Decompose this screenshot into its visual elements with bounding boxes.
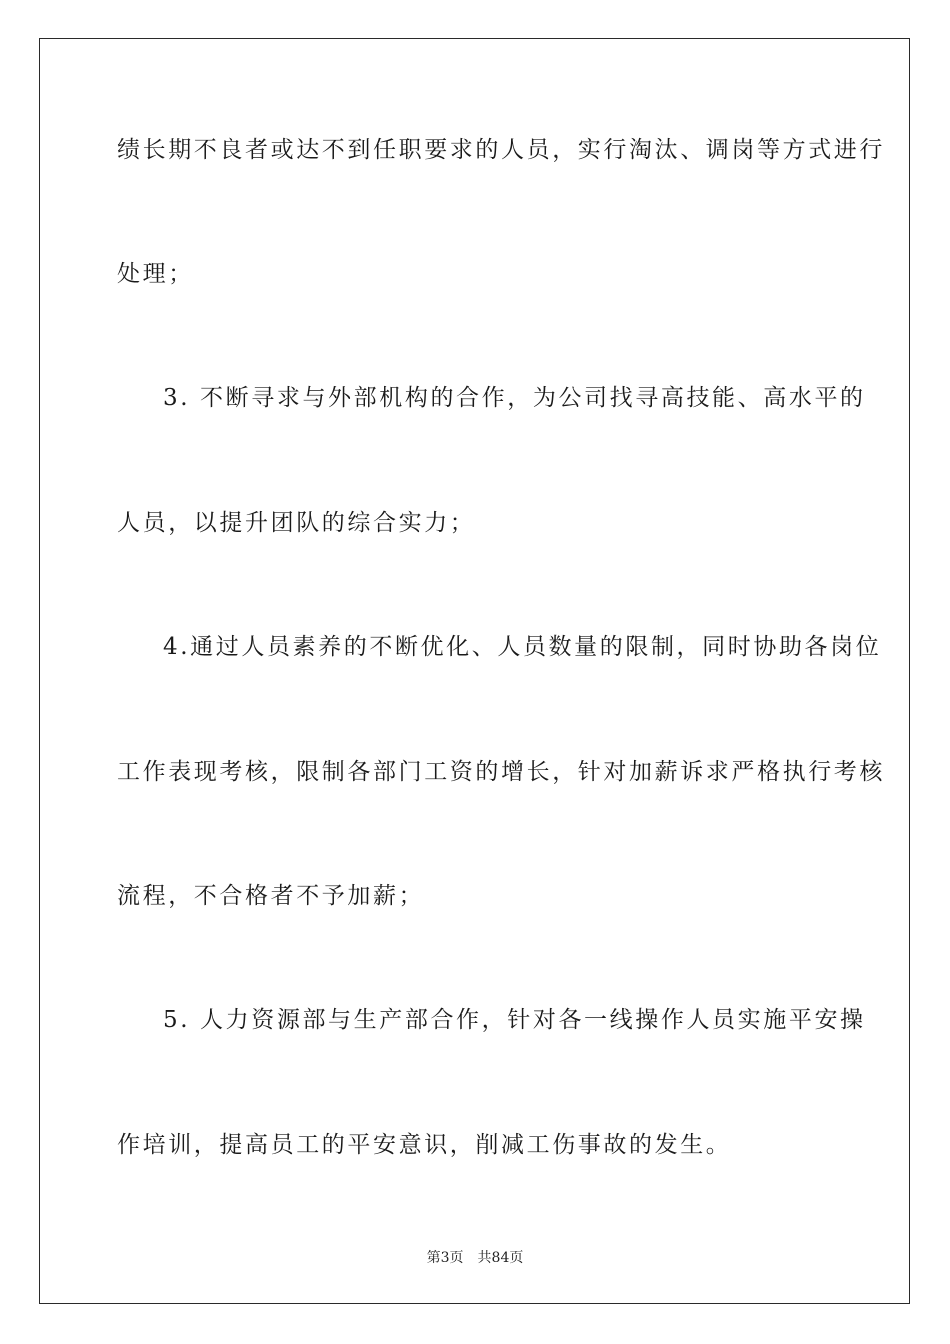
body-line-3: 3. 不断寻求与外部机构的合作，为公司找寻高技能、高水平的 (163, 385, 866, 411)
body-line-5: 4.通过人员素养的不断优化、人员数量的限制，同时协助各岗位 (163, 634, 882, 660)
body-line-4: 人员，以提升团队的综合实力； (117, 510, 476, 536)
body-line-9: 作培训，提高员工的平安意识，削减工伤事故的发生。 (117, 1132, 732, 1158)
body-line-2: 处理； (117, 261, 194, 287)
body-line-1: 绩长期不良者或达不到任职要求的人员，实行淘汰、调岗等方式进行 (117, 137, 885, 163)
page-footer (0, 1247, 950, 1267)
page-number: 第3页 (426, 1250, 464, 1266)
body-line-8: 5. 人力资源部与生产部合作，针对各一线操作人员实施平安操 (163, 1007, 866, 1033)
page-border (39, 38, 910, 1304)
body-line-6: 工作表现考核，限制各部门工资的增长，针对加薪诉求严格执行考核 (117, 759, 885, 785)
body-line-7: 流程，不合格者不予加薪； (117, 883, 425, 909)
page-total: 共84页 (477, 1250, 524, 1266)
